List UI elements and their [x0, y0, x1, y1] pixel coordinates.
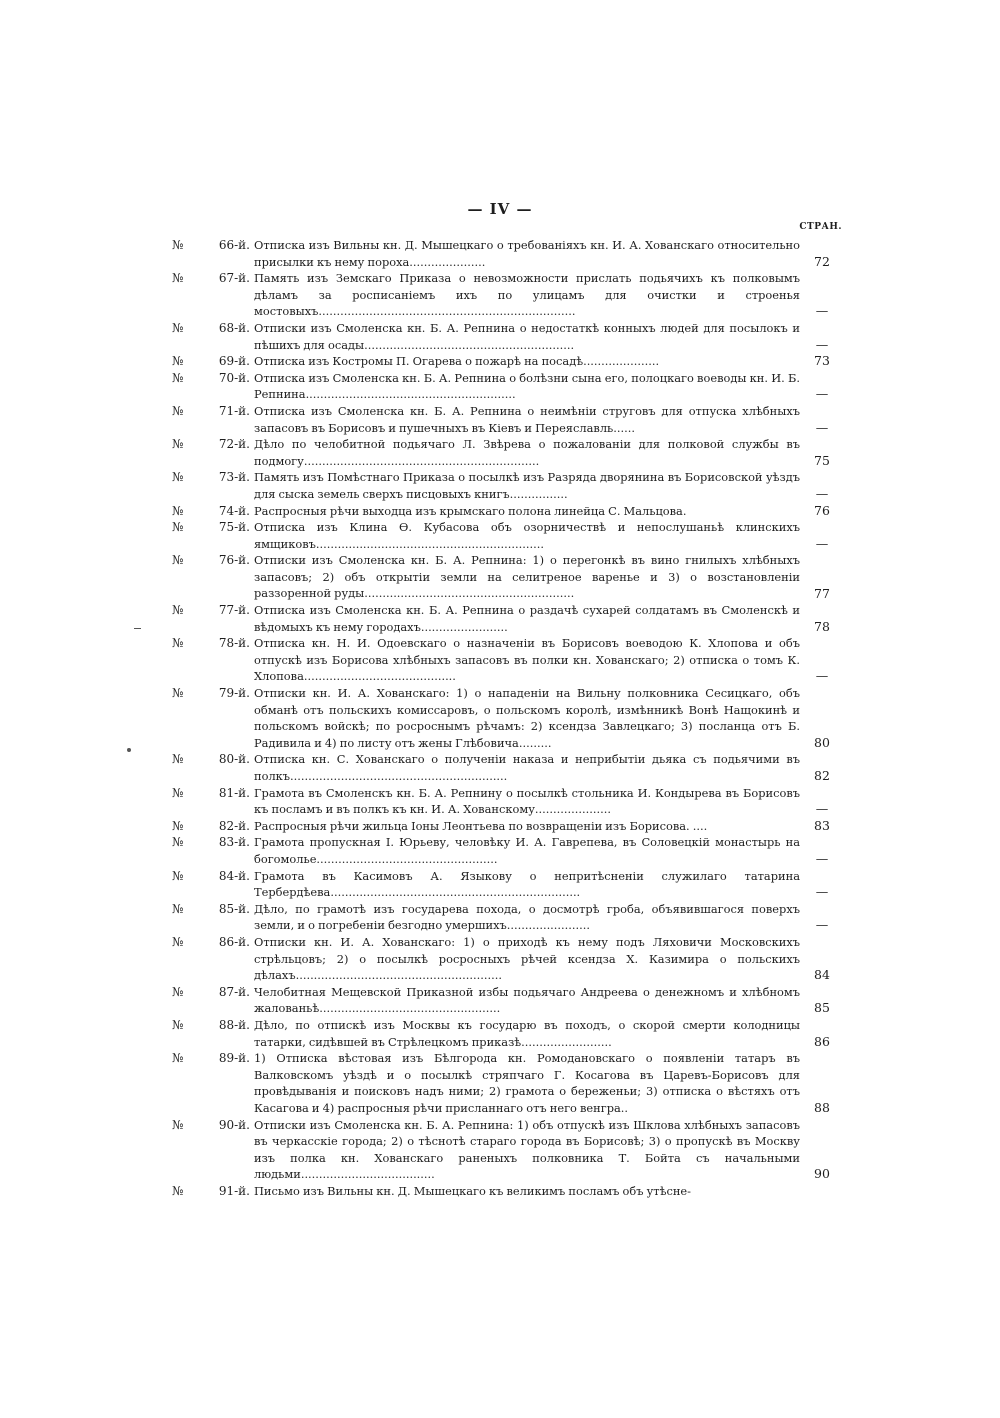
entry-title: Отписки изъ Смоленска кн. Б. А. Репнина: 1) объ отпускѣ изъ Шклова хлѣбныхъ запасовъ въ черкасскіе города; 2) о тѣснотѣ стараго города въ Борисовѣ; 3) о пропускѣ въ Москву изъ полка кн. Хованскаго раненыхъ полковника Т. Бойта съ начальными людьми.....................................	[254, 1117, 800, 1182]
entry-number-sign: №	[172, 354, 184, 369]
entry-number: 78-й.	[218, 636, 250, 651]
entry-number-sign: №	[172, 403, 184, 418]
toc-entry	[0, 1017, 1000, 1050]
table-of-contents	[0, 237, 1000, 1200]
entry-title: Грамота въ Смоленскъ кн. Б. А. Репнину о посылкѣ стольника И. Кондырева въ Борисовъ къ посламъ и въ полкъ къ кн. И. А. Хованскому.....................	[254, 785, 800, 817]
entry-number: 77-й.	[218, 603, 250, 618]
toc-entry	[0, 868, 1000, 901]
entry-title: Дѣло, по грамотѣ изъ государева похода, о досмотрѣ гроба, объявившагося поверхъ земли, и о погребеніи безгодно умершихъ.......................	[254, 901, 800, 933]
toc-entry	[0, 1117, 1000, 1183]
entry-title: Отписки изъ Смоленска кн. Б. А. Репнина о недостаткѣ конныхъ людей для посылокъ и пѣшихъ для осады..........................................................	[254, 320, 800, 352]
toc-entry	[0, 751, 1000, 784]
entry-title: Отписка изъ Клина Ѳ. Кубасова объ озорничествѣ и непослушаньѣ клинскихъ ямщиковъ...............................................................	[254, 520, 800, 551]
entry-page: 76	[814, 502, 830, 518]
entry-number-sign: №	[172, 1017, 184, 1032]
entry-number: 72-й.	[218, 437, 250, 452]
entry-number-sign: №	[172, 370, 184, 385]
entry-page: 83	[814, 817, 830, 833]
entry-number: 79-й.	[218, 686, 250, 701]
entry-page: 80	[814, 734, 830, 750]
entry-number: 82-й.	[218, 818, 250, 833]
entry-number-sign: №	[172, 503, 184, 518]
entry-title: Грамота пропускная І. Юрьеву, человѣку И. А. Гаврепева, въ Соловецкій монастырь на богомолье..................................................	[254, 835, 800, 867]
entry-number: 89-й.	[218, 1051, 250, 1066]
toc-entry	[0, 834, 1000, 867]
toc-entry	[0, 901, 1000, 934]
entry-number: 85-й.	[218, 901, 250, 916]
entry-page: 73	[814, 353, 830, 369]
toc-entry	[0, 635, 1000, 685]
toc-entry	[0, 370, 1000, 403]
entry-number: 81-й.	[218, 785, 250, 800]
entry-number-sign: №	[172, 470, 184, 485]
toc-entry	[0, 934, 1000, 984]
toc-entry	[0, 1050, 1000, 1116]
toc-entry	[0, 1183, 1000, 1200]
entry-page: —	[815, 917, 829, 933]
entry-page: 84	[814, 967, 830, 983]
entry-title: Грамота въ Касимовъ А. Языкову о непритѣсненіи служилаго татарина Тербердѣева.....................................................................	[254, 868, 800, 900]
entry-number: 88-й.	[218, 1017, 250, 1032]
entry-page: —	[815, 485, 829, 501]
toc-entry	[0, 984, 1000, 1017]
entry-number: 90-й.	[218, 1117, 250, 1132]
toc-entry	[0, 237, 1000, 270]
entry-page: 86	[814, 1033, 830, 1049]
entry-number-sign: №	[172, 320, 184, 335]
toc-entry	[0, 270, 1000, 320]
entry-number-sign: №	[172, 553, 184, 568]
entry-number-sign: №	[172, 835, 184, 850]
toc-entry	[0, 403, 1000, 436]
toc-entry	[0, 519, 1000, 552]
entry-title: Память изъ Помѣстнаго Приказа о посылкѣ изъ Разряда дворянина въ Борисовской уѣздъ для сыска земель сверхъ писцовыхъ книгъ................	[254, 470, 800, 501]
entry-title: Письмо изъ Вильны кн. Д. Мышецкаго къ великимъ посламъ объ утѣсне-	[254, 1183, 691, 1198]
page-column-label: СТРАН.	[799, 222, 842, 232]
entry-number-sign: №	[172, 636, 184, 651]
toc-entry	[0, 503, 1000, 520]
entry-page: —	[815, 336, 829, 352]
entry-number-sign: №	[172, 520, 184, 535]
entry-number-sign: №	[172, 603, 184, 618]
entry-number: 67-й.	[218, 271, 250, 286]
entry-number: 80-й.	[218, 752, 250, 767]
entry-number-sign: №	[172, 1117, 184, 1132]
entry-title: Дѣло по челобитной подьячаго Л. Звѣрева о пожалованіи для полковой службы въ подмогу.................................................................	[254, 437, 800, 468]
entry-number: 87-й.	[218, 984, 250, 999]
entry-page: —	[815, 303, 829, 319]
scan-speck	[127, 748, 131, 752]
entry-page: —	[815, 419, 829, 435]
entry-number: 70-й.	[218, 370, 250, 385]
entry-number: 71-й.	[218, 403, 250, 418]
entry-number: 84-й.	[218, 868, 250, 883]
entry-title: Отписка изъ Вильны кн. Д. Мышецкаго о требованіяхъ кн. И. А. Хованскаго относительно присылки къ нему пороха.....................	[254, 238, 800, 269]
entry-title: Челобитная Мещевской Приказной избы подьячаго Андреева о денежномъ и хлѣбномъ жалованьѣ..................................................	[254, 984, 800, 1016]
entry-page: —	[815, 801, 829, 817]
entry-number: 74-й.	[218, 503, 250, 518]
toc-entry	[0, 818, 1000, 835]
entry-number: 75-й.	[218, 520, 250, 535]
entry-page: 85	[814, 1000, 830, 1016]
entry-page: —	[815, 851, 829, 867]
entry-number-sign: №	[172, 1183, 184, 1198]
entry-number: 76-й.	[218, 553, 250, 568]
toc-entry	[0, 436, 1000, 469]
toc-entry	[0, 552, 1000, 602]
entry-title: Распросныя рѣчи выходца изъ крымскаго полона линейца С. Мальцова.	[254, 503, 687, 518]
entry-number-sign: №	[172, 271, 184, 286]
entry-number-sign: №	[172, 935, 184, 949]
entry-page: 72	[814, 253, 830, 269]
entry-title: Отписка изъ Смоленска кн. Б. А. Репнина о болѣзни сына его, полоцкаго воеводы кн. И. Б. Репнина..........................................................	[254, 370, 800, 402]
entry-title: Распросныя рѣчи жильца Іоны Леонтьева по возвращеніи изъ Борисова. ....	[254, 818, 708, 833]
toc-entry	[0, 469, 1000, 502]
entry-title: Отписка кн. С. Хованскаго о полученіи наказа и неприбытіи дьяка съ подьячими въ полкъ............................................................	[254, 752, 800, 784]
entry-title: 1) Отписка вѣстовая изъ Бѣлгорода кн. Ромодановскаго о появленіи татаръ въ Валковскомъ уѣздѣ и о посылкѣ стряпчаго Г. Косагова въ Царевъ-Борисовъ для провѣдыванія и поисковъ надъ ними; 2) грамота о береженьи; 3) отписка о вѣстяхъ отъ Касагова и 4) распросныя рѣчи присланнаго отъ него венгра..	[254, 1051, 800, 1115]
entry-page: —	[815, 668, 829, 684]
toc-entry	[0, 353, 1000, 370]
entry-number-sign: №	[172, 437, 184, 452]
entry-title: Отписка изъ Смоленска кн. Б. А. Репнина о раздачѣ сухарей солдатамъ въ Смоленскѣ и вѣдомыхъ къ нему городахъ........................	[254, 603, 800, 634]
entry-title: Отписка кн. Н. И. Одоевскаго о назначеніи въ Борисовъ воеводою К. Хлопова и объ отпускѣ изъ Борисова хлѣбныхъ запасовъ въ полки кн. Хованскаго; 2) отписка о томъ К. Хлопова..........................................	[254, 636, 800, 684]
entry-title: Отписки кн. И. А. Хованскаго: 1) о приходѣ къ нему подъ Ляховичи Московскихъ стрѣльцовъ; 2) о посылкѣ росросныхъ рѣчей ксендза Х. Казимира о польскихъ дѣлахъ.........................................................	[254, 935, 800, 983]
entry-number-sign: №	[172, 984, 184, 999]
entry-page: —	[815, 535, 829, 551]
entry-number-sign: №	[172, 868, 184, 883]
entry-number: 69-й.	[218, 354, 250, 369]
toc-entry	[0, 320, 1000, 353]
entry-page: 82	[814, 768, 830, 784]
entry-title: Дѣло, по отпискѣ изъ Москвы къ государю въ походъ, о скорой смерти колодницы татарки, сидѣвшей въ Стрѣлецкомъ приказѣ.........................	[254, 1017, 800, 1049]
entry-number-sign: №	[172, 818, 184, 833]
entry-number: 86-й.	[218, 935, 250, 949]
entry-title: Отписки изъ Смоленска кн. Б. А. Репнина: 1) о перегонкѣ въ вино гнилыхъ хлѣбныхъ запасовъ; 2) объ открытіи земли на селитреное варенье и 3) о возстановленіи раззоренной руды..........................................................	[254, 553, 800, 601]
entry-number: 91-й.	[218, 1183, 250, 1198]
entry-title: Отписки кн. И. А. Хованскаго: 1) о нападеніи на Вильну полковника Сесицкаго, объ обманѣ отъ польскихъ комиссаровъ, о польскомъ королѣ, измѣнникѣ Вонѣ Нащокинѣ и польскомъ войскѣ; по росроснымъ рѣчамъ: 2) ксендза Завлецкаго; 3) посланца отъ Б. Радивила и 4) по листу отъ жены Глѣбовича.........	[254, 686, 800, 750]
page-header: — IV —	[467, 200, 533, 218]
toc-entry	[0, 685, 1000, 751]
entry-number-sign: №	[172, 901, 184, 916]
entry-page: 90	[814, 1166, 830, 1182]
scan-speck	[134, 628, 141, 629]
entry-title: Память изъ Земскаго Приказа о невозможности прислать подьячихъ къ полковымъ дѣламъ за росписаніемъ ихъ по улицамъ для очистки и строенья мостовыхъ.......................................................................	[254, 271, 800, 319]
entry-number-sign: №	[172, 752, 184, 767]
entry-page: —	[815, 386, 829, 402]
entry-page: 78	[814, 618, 830, 634]
toc-entry	[0, 602, 1000, 635]
entry-number: 83-й.	[218, 835, 250, 850]
entry-page: 75	[814, 452, 830, 468]
entry-title: Отписка изъ Костромы П. Огарева о пожарѣ на посадѣ.....................	[254, 354, 660, 369]
entry-page: 77	[814, 585, 830, 601]
entry-number: 68-й.	[218, 320, 250, 335]
entry-title: Отписка изъ Смоленска кн. Б. А. Репнина о неимѣніи струговъ для отпуска хлѣбныхъ запасовъ въ Борисовъ и пушечныхъ въ Кіевъ и Переяславль......	[254, 403, 800, 435]
entry-number: 73-й.	[218, 470, 250, 485]
entry-page: —	[815, 884, 829, 900]
entry-number-sign: №	[172, 686, 184, 701]
entry-number-sign: №	[172, 1051, 184, 1066]
entry-number-sign: №	[172, 785, 184, 800]
entry-page: 88	[814, 1099, 830, 1115]
entry-number: 66-й.	[218, 238, 250, 252]
entry-number-sign: №	[172, 238, 184, 252]
toc-entry	[0, 785, 1000, 818]
